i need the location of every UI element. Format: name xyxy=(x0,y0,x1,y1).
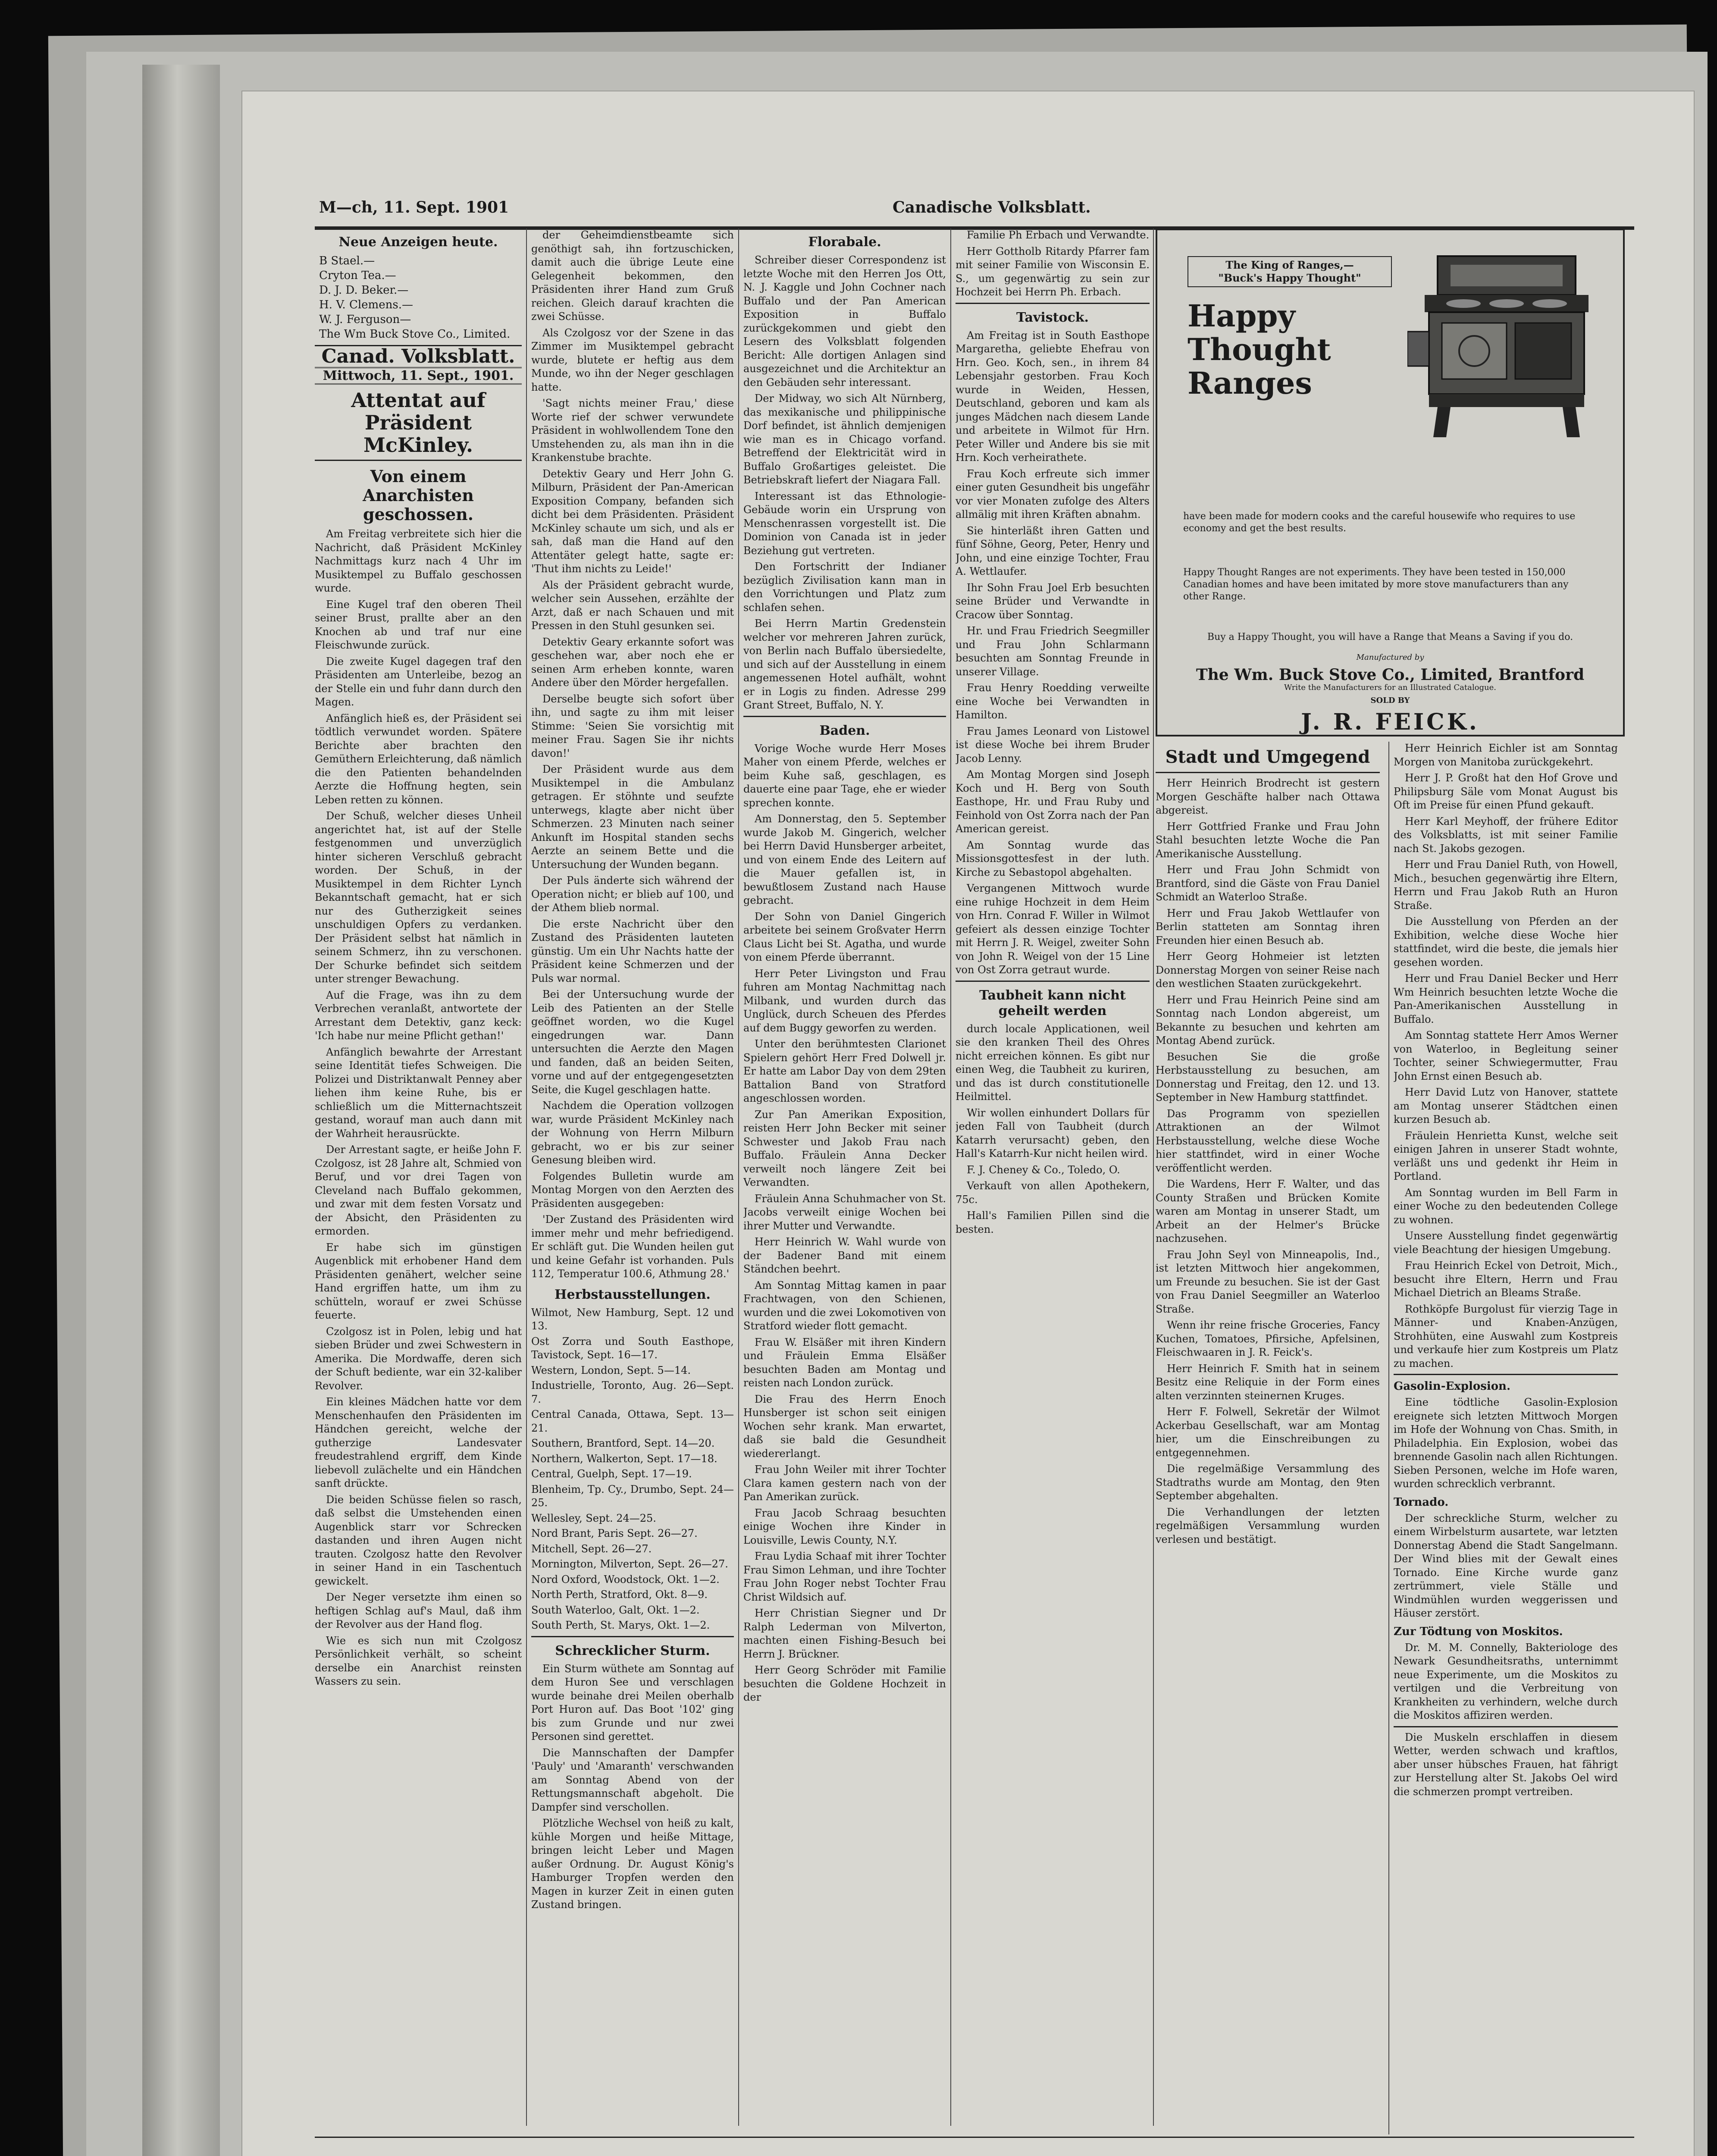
ad-tagline-line-1: The King of Ranges,— xyxy=(1225,259,1354,271)
paragraph: Am Sonntag wurden im Bell Farm in einer Woche zu den bedeutenden College zu wohnen. xyxy=(1394,1186,1618,1226)
paragraph: Fräulein Anna Schuhmacher von St. Jacobs verweilt einige Wochen bei ihrer Mutter und Verwandte. xyxy=(743,1192,946,1232)
fair-entry: Northern, Walkerton, Sept. 17—18. xyxy=(531,1452,718,1465)
paragraph: Frau Lydia Schaaf mit ihrer Tochter Frau Simon Lehman, und ihre Tochter Frau John Roger nebst Tochter Frau Christ Wildsich auf. xyxy=(743,1550,946,1603)
paragraph: Frau John Seyl von Minneapolis, Ind., ist letzten Mittwoch hier angekommen, um Freunde zu besuchen. Sie ist der Gast von Frau Daniel Seegmiller an Waterloo Straße. xyxy=(1156,1248,1380,1315)
paragraph: Ihr Sohn Frau Joel Erb besuchten seine Brüder und Verwandte in Cracow über Sonntag. xyxy=(956,581,1150,621)
paragraph: Die beiden Schüsse fielen so rasch, daß selbst die Umstehenden einen Augenblick starr vor Schrecken dastanden und ihren Augen nicht trauten. Czolgosz hatte den Revolver in seiner Hand in ein Taschentuch gewickelt. xyxy=(315,1493,522,1587)
stove-advertisement xyxy=(1156,229,1625,736)
florabale-article xyxy=(743,254,946,712)
baden-article xyxy=(743,742,946,1705)
fair-entry: Southern, Brantford, Sept. 14—20. xyxy=(531,1437,715,1449)
paragraph: Familie Ph Erbach und Verwandte. xyxy=(967,229,1150,241)
new-ad-entry: B Stael.— xyxy=(319,254,375,267)
paragraph: Frau James Leonard von Listowel ist diese Woche bei ihrem Bruder Jacob Lenny. xyxy=(956,725,1150,765)
ad-intro: have been made for modern cooks and the careful housewife who requires to use economy and get the best results. xyxy=(1183,511,1576,534)
paragraph: Am Freitag ist in South Easthope Margaretha, geliebte Ehefrau von Hrn. Geo. Koch, sen., in ihrem 84 Lebensjahr gestorben. Frau Koch wurde in Weiden, Hessen, Deutschland, geboren und kam als junges Mädchen nach diesem Lande und arbeitete in Wilmot für Hrn. Peter Willer und Andere bis sie mit Hrn. Koch verheirathete. xyxy=(956,329,1150,464)
paragraph: Nachdem die Operation vollzogen war, wurde Präsident McKinley nach der Wohnung von Herrn Milburn gebracht, wo er bis zur seiner Genesung bleiben wird. xyxy=(531,1100,734,1166)
paragraph: Der Schuß, welcher dieses Unheil angerichtet hat, ist auf der Stelle festgenommen und unverzüglich hinter sicheren Verschluß gebracht worden. Der Schuß, in der Musiktempel in dem Richter Lynch Bekanntschaft gemacht, hat er sich nur des Gutherzigkeit seines unschuldigen Opfers zu verdanken. Der Präsident selbst hat nämlich in seinem Schmerz, ihn zu verschonen. Der Schurke befindet sich seitdem unter strenger Bewachung. xyxy=(315,810,522,985)
paragraph: Anfänglich bewahrte der Arrestant seine Identität tiefes Schweigen. Die Polizei und Distriktanwalt Penney aber liehen ihm keine Ruhe, bis er schließlich um die Mitternachtszeit gestand, worauf man auch dann mit der Wahrheit herausrückte. xyxy=(315,1046,522,1140)
divider xyxy=(956,303,1150,304)
fair-entry: Central Canada, Ottawa, Sept. 13—21. xyxy=(531,1408,734,1434)
paragraph: Schreiber dieser Correspondenz ist letzte Woche mit den Herren Jos Ott, N. J. Kaggle und John Cochner nach Buffalo und der Pan American Exposition in Buffalo zurückgekommen und giebt den Lesern des Volksblatt folgenden Bericht: Alle dortigen Anlagen sind ausgezeichnet und die Architektur an den Gebäuden sehr interessant. xyxy=(743,254,946,389)
ad-slogan: Buy a Happy Thought, you will have a Range that Means a Saving if you do. xyxy=(1207,632,1573,642)
fair-entry: Nord Brant, Paris Sept. 26—27. xyxy=(531,1527,698,1539)
paragraph: Frau Henry Roedding verweilte eine Woche bei Verwandten in Hamilton. xyxy=(956,682,1150,721)
paragraph: Die Ausstellung von Pferden an der Exhibition, welche diese Woche hier stattfindet, wird die beste, die jemals hier gesehen worden. xyxy=(1394,915,1618,968)
new-ad-entry: H. V. Clemens.— xyxy=(319,298,413,311)
divider xyxy=(315,460,522,461)
local-news-heading: Stadt und Umgegend xyxy=(1165,747,1370,767)
paragraph: Am Donnerstag, den 5. September wurde Jakob M. Gingerich, welcher bei Herrn David Hunsberger arbeitet, und von einem Ende des Leitern auf die Mauer gefallen ist, in bewußtlosem Zustand nach Hause gebracht. xyxy=(743,813,946,906)
paragraph: Herr Gottfried Franke und Frau John Stahl besuchten letzte Woche die Pan Amerikanische Ausstellung. xyxy=(1156,820,1380,860)
paragraph: Hr. und Frau Friedrich Seegmiller und Frau John Schlarmann besuchten am Sonntag Freunde in unserer Village. xyxy=(956,625,1150,678)
paragraph: 'Sagt nichts meiner Frau,' diese Worte rief der schwer verwundete Präsident in wohlwollendem Tone den Umstehenden zu, als man ihn in die Krankenstube brachte. xyxy=(531,397,734,464)
paragraph: Als Czolgosz vor der Szene in das Zimmer im Musiktempel gebracht wurde, blutete er heftig aus dem Munde, wo ihn der Neger geschlagen hatte. xyxy=(531,326,734,393)
storm-article xyxy=(531,1662,734,1912)
ad-title-line-2: Thought xyxy=(1187,332,1331,367)
mosquito-paragraph: Dr. M. M. Connelly, Bakteriologe des Newark Gesundheitsraths, unternimmt neue Experimente, um die Moskitos zu vertilgen und die Verbreitung von Krankheiten zu verhindern, welche durch die Moskitos affiziren werden. xyxy=(1394,1641,1618,1721)
fair-entry: Western, London, Sept. 5—14. xyxy=(531,1364,691,1376)
paragraph: Wir wollen einhundert Dollars für jeden Fall von Taubheit (durch Katarrh verursacht) geben, den Hall's Katarrh-Kur nicht heilen wird. xyxy=(956,1106,1150,1159)
paragraph: Frau Heinrich Eckel von Detroit, Mich., besucht ihre Eltern, Herrn und Frau Michael Dietrich an Bleams Straße. xyxy=(1394,1260,1618,1299)
fair-entry: Central, Guelph, Sept. 17—19. xyxy=(531,1468,692,1480)
paragraph: Interessant ist das Ethnologie-Gebäude worin ein Ursprung von Menschenrassen vorgestellt ist. Die Dominion von Canada ist in jeder Beziehung gut vertreten. xyxy=(743,490,946,557)
paragraph: Wie es sich nun mit Czolgosz Persönlichkeit verhält, so scheint derselbe ein Anarchist reinsten Wassers zu sein. xyxy=(315,1634,522,1687)
new-ads-heading: Neue Anzeigen heute. xyxy=(338,235,498,250)
deafness-advert xyxy=(956,1022,1150,1237)
storm-heading: Schrecklicher Sturm. xyxy=(555,1643,710,1658)
paragraph: Derselbe beugte sich sofort über ihn, und sagte zu ihm mit leiser Stimme: 'Seien Sie vorsichtig mit meiner Frau. Sagen Sie ihr nichts davon!' xyxy=(531,693,734,759)
florabale-heading: Florabale. xyxy=(808,235,881,250)
paragraph: Herr Heinrich Eichler ist am Sonntag Morgen von Manitoba zurückgekehrt. xyxy=(1394,742,1618,768)
paragraph: der Geheimdienstbeamte sich genöthigt sah, ihn fortzuschicken, damit auch die übrige Leute eine Gelegenheit bekommen, den Präsidenten ihrer Hand zum Gruß reichen. Gleich darauf krachten die zwei Schüsse. xyxy=(531,229,734,323)
paragraph: Der Puls änderte sich während der Operation nicht; er blieb auf 100, und der Athem blieb normal. xyxy=(531,874,734,914)
paragraph: Frau John Weiler mit ihrer Tochter Clara kamen gestern nach von der Pan Amerikan zurück. xyxy=(743,1463,946,1503)
paragraph: Hall's Familien Pillen sind die besten. xyxy=(956,1210,1150,1235)
paragraph: Bei Herrn Martin Gredenstein welcher vor mehreren Jahren zurück, von Berlin nach Buffalo übersiedelte, und sich auf der Ausstellung in einem angemessenen Hotel aufhält, wohnt er in Logis zu finden. Adresse 299 Grant Street, Buffalo, N. Y. xyxy=(743,617,946,711)
paragraph: Am Freitag verbreitete sich hier die Nachricht, daß Präsident McKinley Nachmittags kurz nach 4 Uhr im Musiktempel zu Buffalo geschossen wurde. xyxy=(315,528,522,594)
column-4 xyxy=(956,229,1150,2134)
paragraph: Herr David Lutz von Hanover, stattete am Montag unserer Städtchen einen kurzen Besuch ab. xyxy=(1394,1086,1618,1125)
paragraph: Die regelmäßige Versammlung des Stadtraths wurde am Montag, den 9ten September abgehalten. xyxy=(1156,1463,1380,1502)
paragraph: Unter den berühmtesten Clarionet Spielern gehört Herr Fred Dolwell jr. Er hatte am Labor Day von dem 29ten Battalion Band von Stratford angeschlossen worden. xyxy=(743,1038,946,1104)
paragraph: Herr Heinrich Brodrecht ist gestern Morgen Geschäfte halber nach Ottawa abgereist. xyxy=(1156,777,1380,816)
baden-heading: Baden. xyxy=(819,723,870,738)
mosquito-heading: Zur Tödtung von Moskitos. xyxy=(1394,1625,1563,1638)
header-date: M—ch, 11. Sept. 1901 xyxy=(319,198,509,216)
ad-title-line-3: Ranges xyxy=(1187,365,1312,401)
paragraph: Vergangenen Mittwoch wurde eine ruhige Hochzeit in dem Heim von Hrn. Conrad F. Willer in Wilmot gefeiert als dessen einzige Tochter mit Herrn J. R. Weigel, zweiter Sohn von John R. Weigel von der 15 Line von Ost Zorra getraut wurde. xyxy=(956,882,1150,976)
paragraph: Wenn ihr reine frische Groceries, Fancy Kuchen, Tomatoes, Pfirsiche, Apfelsinen, Fleischwaaren in J. R. Feick's. xyxy=(1156,1319,1380,1358)
paragraph: Der Arrestant sagte, er heiße John F. Czolgosz, ist 28 Jahre alt, Schmied von Beruf, und vor drei Tagen von Cleveland nach Buffalo gekommen, und zwar mit dem festen Vorsatz und der Absicht, den Präsidenten zu ermorden. xyxy=(315,1144,522,1237)
paragraph: Herr und Frau Heinrich Peine sind am Sonntag nach London abgereist, um Bekannte zu besuchen und kehrten am Montag Abend zurück. xyxy=(1156,993,1380,1047)
ad-sold-by: SOLD BY xyxy=(1370,696,1410,705)
paragraph: Das Programm von speziellen Attraktionen an der Wilmot Herbstausstellung, welche diese Woche hier stattfindet, wird in einer Woche veröffentlicht werden. xyxy=(1156,1107,1380,1174)
fair-entry: Industrielle, Toronto, Aug. 26—Sept. 7. xyxy=(531,1379,734,1405)
paragraph: Herr Karl Meyhoff, der frühere Editor des Volksblatts, ist mit seiner Familie nach St. Jakobs gezogen. xyxy=(1394,815,1618,855)
paragraph: Am Montag Morgen sind Joseph Koch und H. Berg von South Easthope, Hr. und Frau Ruby und Feinhold von Ost Zorra nach der Pan American gereist. xyxy=(956,768,1150,835)
paragraph: Die zweite Kugel dagegen traf den Präsidenten am Unterleibe, bezog an der Stelle ein und fuhr dann durch den Magen. xyxy=(315,655,522,708)
paragraph: durch locale Applicationen, weil sie den kranken Theil des Ohres nicht erreichen können. Es gibt nur einen Weg, die Taubheit zu kuriren, und das ist durch constitutionelle Heilmittel. xyxy=(956,1022,1150,1103)
tavistock-heading: Tavistock. xyxy=(1016,310,1089,325)
paragraph: Vorige Woche wurde Herr Moses Maher von einem Pferde, welches er beim Kuhe saß, geschlagen, es dauerte eine paar Tage, ehe er wieder sprechen konnte. xyxy=(743,742,946,809)
column-rule xyxy=(526,229,527,2126)
masthead-title: Canad. Volksblatt. xyxy=(321,345,515,367)
stove-illustration xyxy=(1407,248,1606,446)
paragraph: Als der Präsident gebracht wurde, welcher sein Aussehen, erzählte der Arzt, daß er nach Schauen und mit Pressen in den Stuhl gesunken sei. xyxy=(531,579,734,632)
paragraph: Herr Christian Siegner und Dr Ralph Lederman von Milverton, machten einen Fishing-Besuch bei Herrn J. Brückner. xyxy=(743,1607,946,1660)
footer-rule xyxy=(315,2137,1634,2138)
column-rule xyxy=(1153,229,1154,2126)
new-ads-list xyxy=(315,254,522,342)
paragraph: Herr Heinrich W. Wahl wurde von der Badener Band mit einem Ständchen beehrt. xyxy=(743,1236,946,1275)
page-header xyxy=(319,198,1626,224)
divider xyxy=(1156,772,1380,773)
column-3 xyxy=(743,229,946,2134)
paragraph: Herr und Frau Daniel Becker und Herr Wm Heinrich besuchten letzte Woche die Pan-Amerikanischen Ausstellung in Buffalo. xyxy=(1394,972,1618,1025)
paragraph: Ein Sturm wüthete am Sonntag auf dem Huron See und verschlagen wurde beinahe drei Meilen oberhalb Port Huron auf. Das Boot '102' ging bis zum Grunde und nur zwei Personen sind gerettet. xyxy=(531,1662,734,1742)
paragraph: Bei der Untersuchung wurde der Leib des Patienten an der Stelle geöffnet worden, wo die Kugel eingedrungen war. Dann untersuchten die Aerzte den Magen und fanden, daß an beiden Seiten, vorne und auf der entgegengesetzten Seite, die Kugel geschlagen hatte. xyxy=(531,988,734,1096)
paragraph: Der Sohn von Daniel Gingerich arbeitete bei seinem Großvater Herrn Claus Licht bei St. Agatha, und wurde von einem Pferde überrannt. xyxy=(743,910,946,963)
gasoline-heading: Gasolin-Explosion. xyxy=(1394,1380,1511,1393)
paragraph: Anfänglich hieß es, der Präsident sei tödtlich verwundet worden. Spätere Berichte aber brachten den Gemüthern Erleichterung, daß nämlich die den Patienten behandelnden Aerzte die Hoffnung hegten, sein Leben retten zu können. xyxy=(315,712,522,806)
column-1 xyxy=(315,229,522,2134)
divider xyxy=(956,981,1150,982)
header-paper-name: Canadische Volksblatt. xyxy=(893,198,1091,216)
divider xyxy=(531,1636,734,1637)
closing-paragraph: Die Muskeln erschlaffen in diesem Wetter, werden schwach und kraftlos, aber unser hübsches Frauen, hat fährigt zur Herstellung alter St. Jakobs Oel wird die schmerzen prompt vertreiben. xyxy=(1394,1731,1618,1798)
paragraph: Folgendes Bulletin wurde am Montag Morgen von den Aerzten des Präsidenten ausgegeben: xyxy=(531,1170,734,1210)
ad-catalogue-note: Write the Manufacturers for an Illustrated Catalogue. xyxy=(1284,683,1496,692)
paragraph: Die erste Nachricht über den Zustand des Präsidenten lauteten günstig. Um ein Uhr Nachts hatte der Präsident keine Schmerzen und der Puls war normal. xyxy=(531,918,734,984)
paragraph: Frau Jacob Schraag besuchten einige Wochen ihre Kinder in Louisville, Lewis County, N.Y. xyxy=(743,1507,946,1546)
paragraph: Herr Georg Hohmeier ist letzten Donnerstag Morgen von seiner Reise nach den westlichen Staaten zurückgekehrt. xyxy=(1156,950,1380,990)
deafness-heading: Taubheit kann nicht geheilt werden xyxy=(979,987,1126,1018)
article-continuation xyxy=(531,229,734,1281)
paragraph: Besuchen Sie die große Herbstausstellung zu besuchen, am Donnerstag und Freitag, den 12. und 13. September in New Hamburg stattfindet. xyxy=(1156,1050,1380,1103)
ad-manufactured-by: Manufactured by xyxy=(1356,653,1424,662)
paragraph: Herr F. Folwell, Sekretär der Wilmot Ackerbau Gesellschaft, war am Montag hier, um die Einschreibungen zu entgegennehmen. xyxy=(1156,1406,1380,1459)
fair-entry: Wilmot, New Hamburg, Sept. 12 und 13. xyxy=(531,1306,734,1332)
ad-title xyxy=(1187,299,1412,400)
paragraph: Fräulein Henrietta Kunst, welche seit einigen Jahren in unserer Stadt wohnte, verläßt uns und gedenkt ihr Heim in Portland. xyxy=(1394,1129,1618,1182)
ad-tagline-line-2: "Buck's Happy Thought" xyxy=(1218,272,1361,284)
paragraph: Der Midway, wo sich Alt Nürnberg, das mexikanische und philippinische Dorf befindet, ist ähnlich demjenigen wie man es in Chicago vorfand. Betreffend der Elektricität wird in Buffalo Großartiges geleistet. Die Betriebskraft liefert der Niagara Fall. xyxy=(743,392,946,486)
paragraph: Am Sonntag stattete Herr Amos Werner von Waterloo, in Begleitung seiner Tochter, seiner Schwiegermutter, Frau John Ernst einen Besuch ab. xyxy=(1394,1029,1618,1082)
ad-maker: The Wm. Buck Stove Co., Limited, Brantford xyxy=(1196,666,1585,684)
divider xyxy=(1394,1374,1618,1375)
paragraph: Rothköpfe Burgolust für vierzig Tage in Männer- und Knaben-Anzügen, Strohhüten, eine Auswahl zum Kostpreis und verkaufe hier zum Kostpreis um Platz zu machen. xyxy=(1394,1303,1618,1369)
paragraph: Verkauft von allen Apothekern, 75c. xyxy=(956,1180,1150,1206)
paragraph: Ein kleines Mädchen hatte vor dem Menschenhaufen den Präsidenten im Händchen gereicht, welche der gutherzige Landesvater freudestrahlend ergriff, dem Kinde liebevoll zulächelte und ein Händchen sanft drückte. xyxy=(315,1396,522,1489)
paragraph: 'Der Zustand des Präsidenten wird immer mehr und mehr befriedigend. Er schläft gut. Die Wunden heilen gut und keine Gefahr ist vorhanden. Puls 112, Temperatur 100.6, Athmung 28.' xyxy=(531,1213,734,1280)
ad-title-line-1: Happy xyxy=(1187,298,1296,334)
tornado-paragraph: Der schreckliche Sturm, welcher zu einem Wirbelsturm ausartete, war letzten Donnerstag Abend die Stadt Sangelmann. Der Wind blies mit der Gewalt eines Tornado. Eine Kirche wurde ganz zertrümmert, viele Ställe und Windmühlen wurden weggerissen und Häuser zerstört. xyxy=(1394,1512,1618,1619)
paragraph: Herr Georg Schröder mit Familie besuchten die Goldene Hochzeit in der xyxy=(743,1664,946,1703)
fairs-heading: Herbstausstellungen. xyxy=(555,1287,711,1302)
column-rule xyxy=(950,229,951,2126)
fair-entry: Mornington, Milverton, Sept. 26—27. xyxy=(531,1558,728,1570)
tornado-heading: Tornado. xyxy=(1394,1495,1449,1509)
paragraph: Zur Pan Amerikan Exposition, reisten Herr John Becker mit seiner Schwester und Jakob Frau nach Buffalo. Fräulein Anna Decker verweilt noch längere Zeit bei Verwandten. xyxy=(743,1108,946,1188)
paragraph: Am Sonntag wurde das Missionsgottesfest in der luth. Kirche zu Sebastopol abgehalten. xyxy=(956,839,1150,878)
fair-entry: Ost Zorra und South Easthope, Tavistock, Sept. 16—17. xyxy=(531,1335,734,1361)
paragraph: F. J. Cheney & Co., Toledo, O. xyxy=(967,1163,1120,1176)
gasoline-paragraph: Eine tödtliche Gasolin-Explosion ereignete sich letzten Mittwoch Morgen im Hofe der Wohnung von Chas. Smith, in Philadelphia. Ein Explosion, wobei das brennende Gasolin nach allen Richtungen. Sieben Personen, welche im Hofe waren, wurden schrecklich verbrannt. xyxy=(1394,1396,1618,1490)
paragraph: Herr J. P. Großt hat den Hof Grove und Philipsburg Säle vom Monat August bis Oft im Preise für einen Pfund gekauft. xyxy=(1394,772,1618,811)
new-ad-entry: W. J. Ferguson— xyxy=(319,313,411,326)
ad-dealer: J. R. FEICK. xyxy=(1301,709,1479,735)
column-5 xyxy=(1156,742,1380,2134)
ad-claims: Happy Thought Ranges are not experiments. They have been tested in 150,000 Canadian homes and have been imitated by more stove manufacturers than any other Range. xyxy=(1183,567,1569,602)
paragraph: Frau W. Elsäßer mit ihren Kindern und Fräulein Emma Elsäßer besuchten Baden am Montag und reisten nach London zurück. xyxy=(743,1336,946,1389)
column-rule xyxy=(738,229,739,2126)
paragraph: Die Wardens, Herr F. Walter, und das County Straßen und Brücken Komite waren am Montag in unserer Stadt, um Arbeit an der Helmer's Brücke nachzusehen. xyxy=(1156,1178,1380,1244)
column-2 xyxy=(531,229,734,2134)
binding-strip xyxy=(142,65,220,2156)
paragraph: Die Mannschaften der Dampfer 'Pauly' und 'Amaranth' verschwanden am Sonntag Abend von der Rettungsmannschaft abgeholt. Die Dampfer sind verschollen. xyxy=(531,1746,734,1813)
fair-entry: Mitchell, Sept. 26—27. xyxy=(531,1542,652,1555)
new-ad-entry: D. J. D. Beker.— xyxy=(319,284,409,297)
paragraph: Der Neger versetzte ihm einen so heftigen Schlag auf's Maul, daß ihm der Revolver aus der Hand flog. xyxy=(315,1591,522,1630)
divider xyxy=(743,716,946,717)
fair-entry: South Perth, St. Marys, Okt. 1—2. xyxy=(531,1619,710,1631)
paragraph: Herr und Frau John Schmidt von Brantford, sind die Gäste von Frau Daniel Schmidt an Waterloo Straße. xyxy=(1156,864,1380,903)
issue-date: Mittwoch, 11. Sept., 1901. xyxy=(315,367,522,385)
subheadline: Von einem Anarchisten geschossen. xyxy=(363,467,474,524)
fair-entry: Wellesley, Sept. 24—25. xyxy=(531,1512,656,1524)
fair-entry: Nord Oxford, Woodstock, Okt. 1—2. xyxy=(531,1573,720,1586)
paragraph: Sie hinterläßt ihren Gatten und fünf Söhne, Georg, Peter, Henry und John, und eine einzige Tochter, Frau A. Wettlaufer. xyxy=(956,524,1150,577)
paragraph: Am Sonntag Mittag kamen in paar Frachtwagen, von den Schienen, wurden und die zwei Lokomotiven von Stratford wieder flott gemacht. xyxy=(743,1279,946,1332)
paragraph: Herr und Frau Daniel Ruth, von Howell, Mich., besuchen gegenwärtig ihre Eltern, Herrn und Frau Jakob Ruth an Huron Straße. xyxy=(1394,859,1618,912)
column-rule xyxy=(1388,742,1389,2134)
local-news-continuation xyxy=(1394,742,1618,1370)
fair-entry: North Perth, Stratford, Okt. 8—9. xyxy=(531,1589,708,1601)
new-ad-entry: The Wm Buck Stove Co., Limited. xyxy=(319,328,511,341)
paragraph: Frau Koch erfreute sich immer einer guten Gesundheit bis ungefähr vor vier Monaten zufolge des Alters allmälig mit ihren Kräften abnahm. xyxy=(956,467,1150,520)
paragraph: Er habe sich im günstigen Augenblick mit erhobener Hand dem Präsidenten genähert, welcher seine Hand ergriffen hatte, um ihm zu schütteln, worauf er zwei Schüsse feuerte. xyxy=(315,1241,522,1321)
paragraph: Detektiv Geary erkannte sofort was geschehen war, aber noch ehe er seinen Arm erheben konnte, waren Andere über den Mörder hergefallen. xyxy=(531,636,734,689)
article-body xyxy=(315,527,522,1689)
paragraph: Den Fortschritt der Indianer bezüglich Zivilisation kann man in den Vorrichtungen und Platz zum schlafen sehen. xyxy=(743,561,946,614)
local-news-body xyxy=(1156,777,1380,1546)
paragraph: Detektiv Geary und Herr John G. Milburn, Präsident der Pan-American Exposition Company, befanden sich dicht bei dem Präsidenten. Präsident McKinley schaute um sich, und als er sah, daß man die Hand auf den Attentäter gelegt hatte, sagte er: 'Thut ihm nichts zu Leide!' xyxy=(531,467,734,575)
fair-entry: South Waterloo, Galt, Okt. 1—2. xyxy=(531,1604,700,1616)
paragraph: Auf die Frage, was ihn zu dem Verbrechen veranlaßt, antwortete der Arrestant dem Detektiv, ganz keck: 'Ich habe nur meine Pflicht gethan!' xyxy=(315,989,522,1042)
paragraph: Plötzliche Wechsel von heiß zu kalt, kühle Morgen und heiße Mittage, bringen leicht Leber und Magen außer Ordnung. Dr. August König's Hamburger Tropfen werden den Magen in kurzer Zeit in einen guten Zustand bringen. xyxy=(531,1817,734,1911)
paragraph: Herr Peter Livingston und Frau fuhren am Montag Nachmittag nach Milbank, und wurden durch das Unglück, durch Scheuen des Pferdes auf dem Buggy geworfen zu werden. xyxy=(743,967,946,1034)
column-6 xyxy=(1394,742,1618,2134)
paragraph: Die Verhandlungen der letzten regelmäßigen Versammlung wurden verlesen und bestätigt. xyxy=(1156,1506,1380,1545)
paragraph: Die Frau des Herrn Enoch Hunsberger ist schon seit einigen Wochen sehr krank. Man erwartet, daß sie bald die Gesundheit wiedererlangt. xyxy=(743,1393,946,1460)
fair-entry: Blenheim, Tp. Cy., Drumbo, Sept. 24—25. xyxy=(531,1483,734,1509)
ad-tagline xyxy=(1187,256,1392,287)
paragraph: Der Präsident wurde aus dem Musiktempel in die Ambulanz getragen. Er stöhnte und seufzte unterwegs, klagte aber nicht über Schmerzen. 23 Minuten nach seiner Ankunft im Hospital standen sechs Aerzte an seinem Bette und die Untersuchung der Wunden begann. xyxy=(531,763,734,871)
paragraph: Eine Kugel traf den oberen Theil seiner Brust, prallte aber an den Knochen ab und traf nur eine Fleischwunde zurück. xyxy=(315,598,522,651)
headline: Attentat auf Präsident McKinley. xyxy=(351,389,486,457)
tavistock-article xyxy=(956,329,1150,977)
paragraph: Herr Gottholb Ritardy Pfarrer fam mit seiner Familie von Wisconsin E. S., um gegenwärtig zu sein zur Hochzeit bei Herrn Ph. Erbach. xyxy=(956,245,1150,298)
new-ad-entry: Cryton Tea.— xyxy=(319,269,396,282)
divider xyxy=(1394,1726,1618,1727)
paragraph: Herr und Frau Jakob Wettlaufer von Berlin statteten am Sonntag ihren Freunden hier einen Besuch ab. xyxy=(1156,907,1380,946)
paragraph: Czolgosz ist in Polen, lebig und hat sieben Brüder und zwei Schwestern in Amerika. Die Mordwaffe, deren sich der Schuft bediente, war ein 32-kaliber Revolver. xyxy=(315,1325,522,1392)
paragraph: Unsere Ausstellung findet gegenwärtig viele Beachtung der hiesigen Umgebung. xyxy=(1394,1230,1618,1256)
newspaper-page xyxy=(241,91,1695,2156)
fairs-list xyxy=(531,1306,734,1633)
column-4-top xyxy=(956,229,1150,299)
paragraph: Herr Heinrich F. Smith hat in seinem Besitz eine Reliquie in der Form eines alten verzinnten steinernen Kruges. xyxy=(1156,1362,1380,1402)
